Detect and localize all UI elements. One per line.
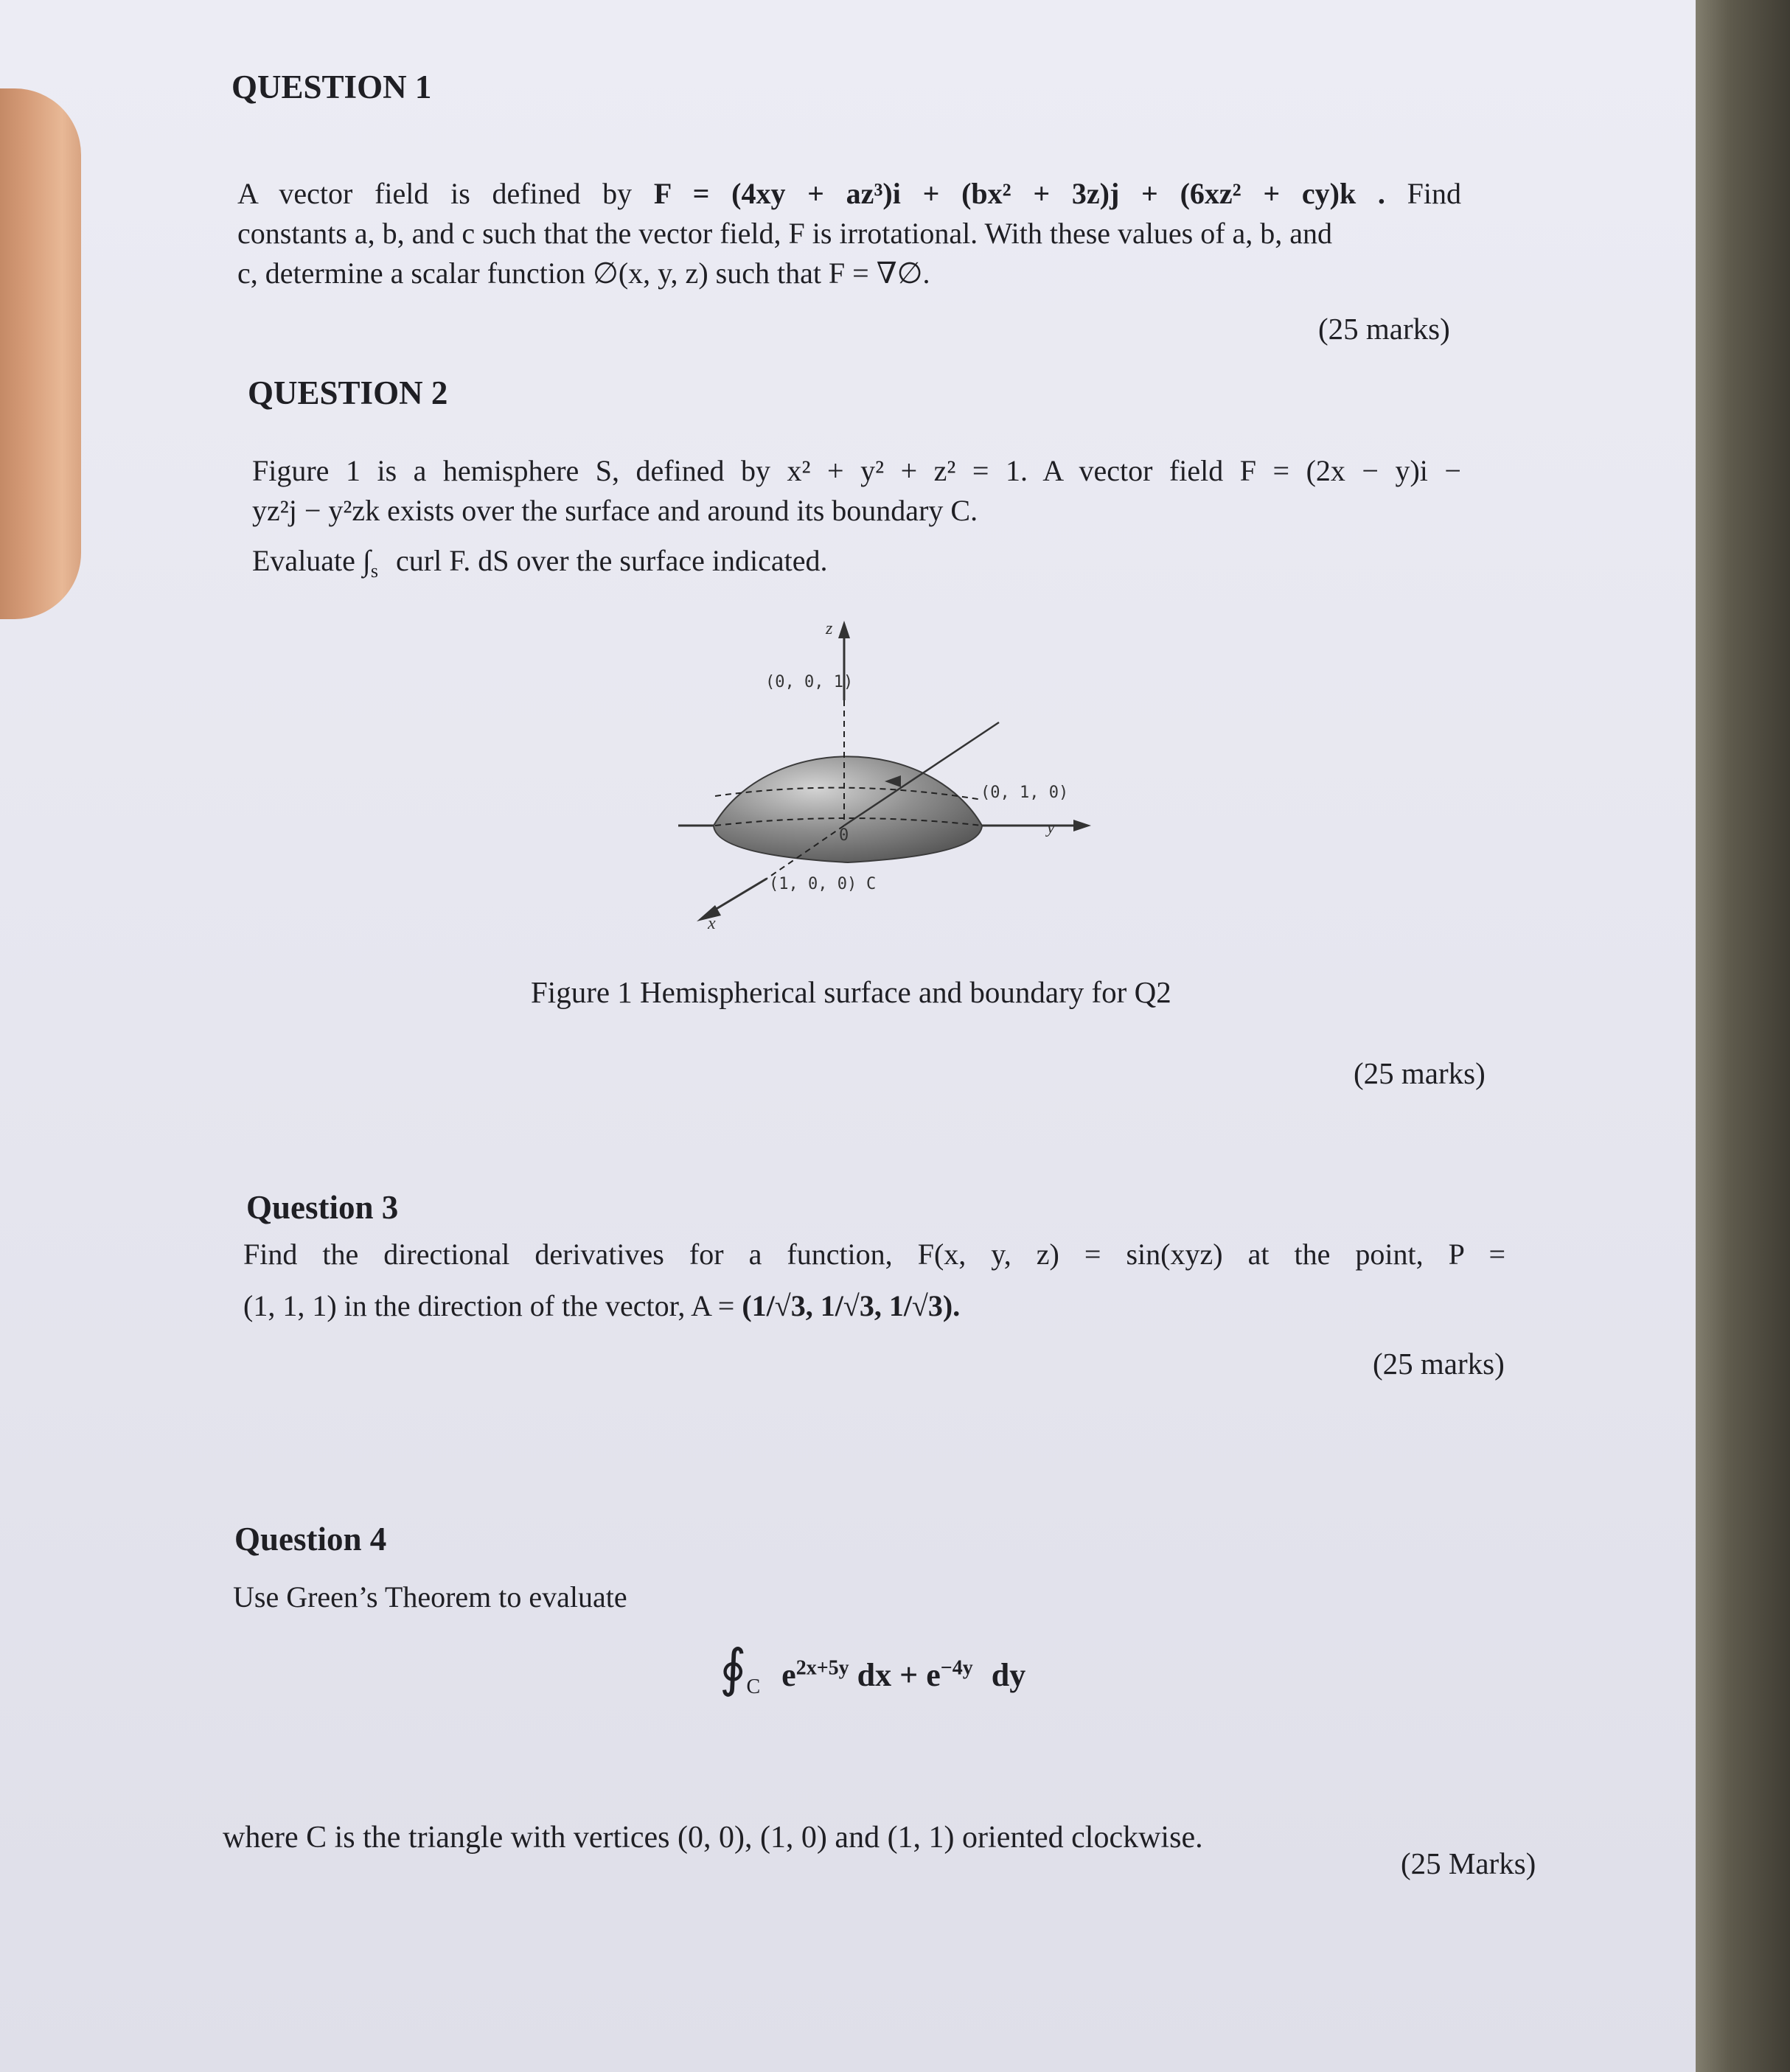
q2-marks: (25 marks) — [1354, 1056, 1486, 1090]
q4-integral — [720, 1638, 1025, 1699]
fig-label-top: (0, 0, 1) — [765, 673, 854, 691]
fig-label-c: C — [866, 875, 877, 893]
contour-integral-symbol: ∮ — [720, 1641, 747, 1698]
fig-label-front: (1, 0, 0) — [769, 875, 857, 893]
term1-base: e — [781, 1657, 796, 1693]
contour-integral-sub: C — [746, 1675, 761, 1698]
q1-line1-suffix: Find — [1407, 177, 1462, 210]
q2-line2: yz²j − y²zk exists over the surface and around its boundary C. — [252, 494, 978, 527]
fig-label-origin: 0 — [839, 826, 849, 845]
q3-line1: Find the directional derivatives for a function, F(x, y, z) = sin(xyz) at the point, P = — [243, 1238, 1505, 1271]
q3-line2-prefix: (1, 1, 1) in the direction of the vector, A = — [243, 1289, 735, 1322]
q1-formula: F = (4xy + az³)i + (bx² + 3z)j + (6xz² + cy)k . — [653, 177, 1385, 210]
hemisphere-surface — [714, 756, 982, 862]
figure-caption: Figure 1 Hemispherical surface and boundary for Q2 — [531, 975, 1171, 1009]
q2-line3-suffix: curl F. dS over the surface indicated. — [396, 544, 828, 577]
q4-marks: (25 Marks) — [1401, 1846, 1536, 1880]
q3-line2 — [243, 1278, 1505, 1334]
fig-axis-x: x — [708, 914, 716, 933]
q1-line3: c, determine a scalar function ∅(x, y, z) such that F = ∇∅. — [237, 257, 930, 290]
q1-body — [237, 174, 1461, 293]
fig-axis-y: y — [1047, 818, 1055, 837]
q1-marks: (25 marks) — [1318, 312, 1450, 346]
y-arrowhead — [1073, 820, 1091, 831]
q1-line1-prefix: A vector field is defined by — [237, 177, 633, 210]
q3-marks: (25 marks) — [1373, 1347, 1505, 1381]
hemisphere-figure — [664, 612, 1121, 951]
q2-integral-sub: s — [370, 560, 379, 582]
q2-heading: QUESTION 2 — [248, 374, 448, 411]
q2-integral: Evaluate ∫ — [252, 544, 371, 577]
z-arrowhead — [838, 621, 850, 638]
q2-body — [252, 451, 1461, 591]
q3-vector: (1/√3, 1/√3, 1/√3). — [742, 1289, 961, 1322]
q4-heading: Question 4 — [234, 1521, 387, 1558]
q3-body — [243, 1231, 1505, 1334]
q1-heading: QUESTION 1 — [231, 69, 432, 105]
q1-line2: constants a, b, and c such that the vector field, F is irrotational. With these values of a, b, and — [237, 217, 1333, 250]
term2-exponent: −4y — [940, 1656, 973, 1680]
q1-line1 — [237, 174, 1461, 214]
q4-intro: Use Green’s Theorem to evaluate — [233, 1580, 627, 1614]
q2-line1: Figure 1 is a hemisphere S, defined by x² + y² + z² = 1. A vector field F = (2x − y)i − — [252, 454, 1461, 487]
term2-tail: dy — [991, 1657, 1026, 1693]
fig-axis-z: z — [826, 619, 833, 638]
q3-heading: Question 3 — [246, 1189, 399, 1226]
thumb — [0, 88, 81, 619]
term1-exponent: 2x+5y — [795, 1656, 849, 1680]
term1-tail: dx + — [857, 1657, 919, 1693]
fig-label-right: (0, 1, 0) — [981, 784, 1069, 802]
q2-line3 — [252, 541, 1461, 591]
term2-base: e — [926, 1657, 941, 1693]
q4-where: where C is the triangle with vertices (0, 0), (1, 0) and (1, 1) oriented clockwise. — [223, 1821, 1203, 1855]
background-right — [1688, 0, 1790, 2072]
